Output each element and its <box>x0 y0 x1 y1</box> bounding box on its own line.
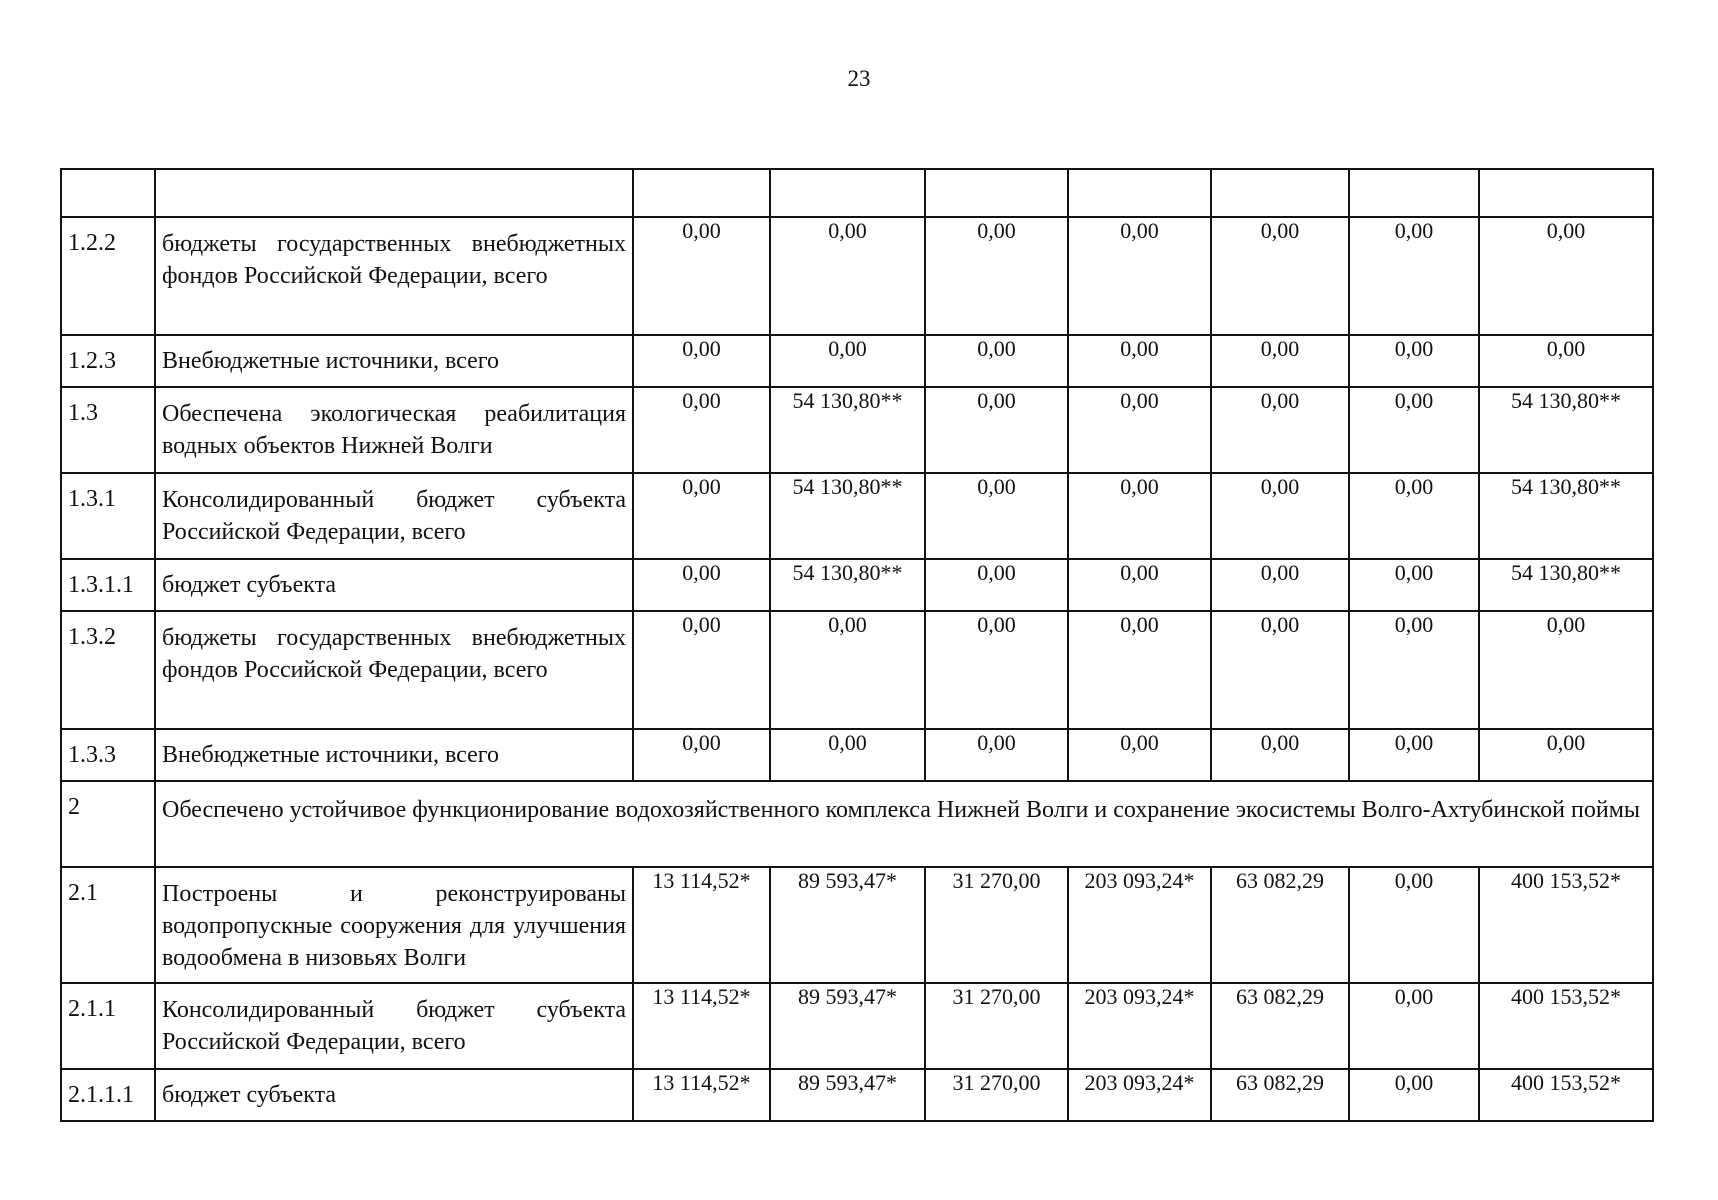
value-cell: 0,00 <box>1349 335 1479 387</box>
row-number: 1.3.1 <box>61 473 155 559</box>
header-cell <box>1068 169 1211 217</box>
row-number: 2.1.1.1 <box>61 1069 155 1121</box>
value-cell: 0,00 <box>633 387 770 473</box>
table-row <box>61 559 1653 611</box>
table-row <box>61 867 1653 983</box>
row-description: бюджеты государственных внебюджетных фондов Российской Федерации, всего <box>155 217 633 335</box>
row-description: бюджет субъекта <box>155 1069 633 1121</box>
value-cell: 54 130,80** <box>1479 559 1653 611</box>
row-number: 1.2.2 <box>61 217 155 335</box>
table-row <box>61 729 1653 781</box>
row-number: 2 <box>61 781 155 867</box>
value-cell: 0,00 <box>1349 867 1479 983</box>
value-cell: 0,00 <box>633 729 770 781</box>
value-cell: 0,00 <box>1211 387 1349 473</box>
value-cell: 400 153,52* <box>1479 1069 1653 1121</box>
row-number: 1.3.2 <box>61 611 155 729</box>
value-cell: 0,00 <box>1211 335 1349 387</box>
value-cell: 0,00 <box>1211 559 1349 611</box>
value-cell: 400 153,52* <box>1479 867 1653 983</box>
value-cell: 0,00 <box>1349 217 1479 335</box>
value-cell: 0,00 <box>925 387 1068 473</box>
header-cell <box>925 169 1068 217</box>
table-row <box>61 335 1653 387</box>
value-cell: 0,00 <box>1211 729 1349 781</box>
section-description: Обеспечено устойчивое функционирование водохозяйственного комплекса Нижней Волги и сохранение экосистемы Волго-Ахтубинской поймы <box>155 781 1653 867</box>
value-cell: 0,00 <box>1211 217 1349 335</box>
table-header-row <box>61 169 1653 217</box>
row-number: 2.1.1 <box>61 983 155 1069</box>
value-cell: 0,00 <box>1349 387 1479 473</box>
value-cell: 0,00 <box>925 217 1068 335</box>
row-description: Консолидированный бюджет субъекта Российской Федерации, всего <box>155 473 633 559</box>
row-number: 1.3 <box>61 387 155 473</box>
value-cell: 31 270,00 <box>925 983 1068 1069</box>
value-cell: 0,00 <box>1349 473 1479 559</box>
value-cell: 0,00 <box>1349 983 1479 1069</box>
value-cell: 203 093,24* <box>1068 867 1211 983</box>
row-description: Внебюджетные источники, всего <box>155 729 633 781</box>
value-cell: 31 270,00 <box>925 867 1068 983</box>
value-cell: 0,00 <box>1211 473 1349 559</box>
value-cell: 0,00 <box>1068 335 1211 387</box>
value-cell: 54 130,80** <box>770 387 925 473</box>
value-cell: 0,00 <box>925 729 1068 781</box>
value-cell: 63 082,29 <box>1211 867 1349 983</box>
value-cell: 0,00 <box>1349 611 1479 729</box>
row-description: Построены и реконструированы водопропускные сооружения для улучшения водообмена в низовьях Волги <box>155 867 633 983</box>
header-cell <box>1479 169 1653 217</box>
value-cell: 63 082,29 <box>1211 983 1349 1069</box>
value-cell: 0,00 <box>925 559 1068 611</box>
value-cell: 13 114,52* <box>633 1069 770 1121</box>
row-description: бюджет субъекта <box>155 559 633 611</box>
value-cell: 63 082,29 <box>1211 1069 1349 1121</box>
value-cell: 0,00 <box>1349 1069 1479 1121</box>
value-cell: 0,00 <box>925 611 1068 729</box>
value-cell: 0,00 <box>1068 611 1211 729</box>
value-cell: 0,00 <box>770 729 925 781</box>
value-cell: 0,00 <box>1349 729 1479 781</box>
row-number: 1.3.3 <box>61 729 155 781</box>
value-cell: 0,00 <box>1211 611 1349 729</box>
value-cell: 0,00 <box>925 473 1068 559</box>
value-cell: 31 270,00 <box>925 1069 1068 1121</box>
value-cell: 0,00 <box>1479 729 1653 781</box>
section-row <box>61 781 1653 867</box>
table-row <box>61 473 1653 559</box>
value-cell: 0,00 <box>633 217 770 335</box>
header-cell <box>155 169 633 217</box>
value-cell: 89 593,47* <box>770 983 925 1069</box>
row-description: бюджеты государственных внебюджетных фондов Российской Федерации, всего <box>155 611 633 729</box>
table-row <box>61 387 1653 473</box>
row-description: Обеспечена экологическая реабилитация водных объектов Нижней Волги <box>155 387 633 473</box>
value-cell: 54 130,80** <box>1479 473 1653 559</box>
value-cell: 0,00 <box>1479 611 1653 729</box>
value-cell: 0,00 <box>1068 473 1211 559</box>
header-cell <box>633 169 770 217</box>
value-cell: 0,00 <box>633 335 770 387</box>
table-row <box>61 611 1653 729</box>
value-cell: 0,00 <box>633 559 770 611</box>
header-cell <box>1211 169 1349 217</box>
value-cell: 0,00 <box>925 335 1068 387</box>
value-cell: 89 593,47* <box>770 867 925 983</box>
table-row <box>61 1069 1653 1121</box>
value-cell: 0,00 <box>770 335 925 387</box>
value-cell: 13 114,52* <box>633 867 770 983</box>
header-cell <box>770 169 925 217</box>
table-row <box>61 983 1653 1069</box>
value-cell: 54 130,80** <box>770 473 925 559</box>
value-cell: 0,00 <box>1349 559 1479 611</box>
row-description: Консолидированный бюджет субъекта Российской Федерации, всего <box>155 983 633 1069</box>
value-cell: 203 093,24* <box>1068 1069 1211 1121</box>
value-cell: 0,00 <box>1479 335 1653 387</box>
value-cell: 13 114,52* <box>633 983 770 1069</box>
value-cell: 89 593,47* <box>770 1069 925 1121</box>
row-number: 2.1 <box>61 867 155 983</box>
value-cell: 0,00 <box>633 611 770 729</box>
row-number: 1.2.3 <box>61 335 155 387</box>
budget-table <box>60 168 1654 1122</box>
row-description: Внебюджетные источники, всего <box>155 335 633 387</box>
value-cell: 0,00 <box>770 217 925 335</box>
value-cell: 54 130,80** <box>770 559 925 611</box>
table-row <box>61 217 1653 335</box>
value-cell: 0,00 <box>1068 729 1211 781</box>
header-cell <box>1349 169 1479 217</box>
value-cell: 0,00 <box>770 611 925 729</box>
page-number: 23 <box>847 66 871 91</box>
header-cell <box>61 169 155 217</box>
value-cell: 0,00 <box>1068 559 1211 611</box>
value-cell: 0,00 <box>1479 217 1653 335</box>
value-cell: 0,00 <box>633 473 770 559</box>
value-cell: 400 153,52* <box>1479 983 1653 1069</box>
value-cell: 54 130,80** <box>1479 387 1653 473</box>
row-number: 1.3.1.1 <box>61 559 155 611</box>
value-cell: 0,00 <box>1068 217 1211 335</box>
value-cell: 0,00 <box>1068 387 1211 473</box>
value-cell: 203 093,24* <box>1068 983 1211 1069</box>
